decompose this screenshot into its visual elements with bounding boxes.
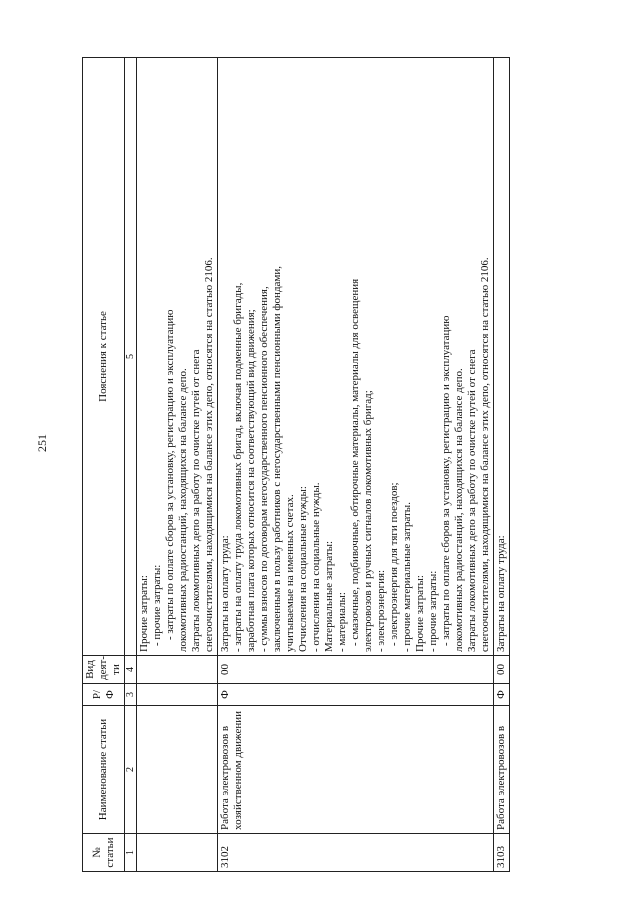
text-line: Прочие затраты: [138, 575, 150, 652]
text-line: Материальные затраты: [323, 540, 335, 652]
text-line: Прочие затраты: [414, 575, 426, 652]
text-line: локомотивных радиостанций, находящихся на балансе депо. [177, 368, 189, 652]
text-line: электровозов и ручных сигналов локомотивных бригад; [362, 390, 374, 652]
text-line: - прочие затраты: [427, 570, 439, 652]
text-line: - отчисления на социальные нужды. [310, 482, 322, 652]
rf-value: Ф [494, 684, 510, 706]
page-number: 251 [35, 434, 49, 452]
explanation-cell [137, 58, 218, 656]
header-article-number: № статьи [83, 834, 125, 872]
explanation-cell: Затраты на оплату труда: [494, 58, 510, 656]
rf-value: Ф [218, 684, 494, 706]
text-line: - затраты по оплате сборов за установку, регистрацию и эксплуатацию [164, 309, 176, 640]
header-article-name: Наименование статьи [83, 706, 125, 834]
column-number: 5 [125, 58, 137, 656]
text-line: - электроэнергия для тяги поездов; [388, 482, 400, 646]
table-row-3103 [494, 58, 510, 872]
text-line: - затраты по оплате сборов за установку, регистрацию и эксплуатацию [440, 315, 452, 646]
text-line: Затраты локомотивных депо за работу по очистке путей от снега [466, 349, 478, 652]
text-line: - прочие затраты: [151, 564, 163, 646]
text-line: - смазочные, подбивочные, обтирочные материалы, материалы для освещения [349, 278, 361, 646]
text-line: - суммы взносов по договорам негосударственного пенсионного обеспечения, [258, 286, 270, 652]
activity-value: 00 [494, 656, 510, 684]
text-line: локомотивных радиостанций, находящихся на балансе депо. [453, 368, 465, 652]
text-line: Отчисления на социальные нужды: [297, 486, 309, 652]
table-header-row [83, 58, 125, 872]
text-line: учитываемые на именных счетах. [284, 494, 296, 652]
header-activity-type: Вид деят-ти [83, 656, 125, 684]
explanation-cell [218, 58, 494, 656]
text-line: Затраты на оплату труда: [219, 535, 231, 652]
column-number: 2 [125, 706, 137, 834]
text-line: снегоочистителями, находящимися на балансе этих депо, относятся на статью 2106. [203, 257, 215, 652]
cost-items-table [82, 57, 510, 872]
article-name: Работа электровозов в хозяйственном движении [218, 706, 494, 834]
column-number: 1 [125, 834, 137, 872]
table-row-3102 [218, 58, 494, 872]
text-line: Затраты локомотивных депо за работу по очистке путей от снега [190, 349, 202, 652]
text-line: - прочие материальные затраты. [401, 502, 413, 652]
text-line: заработная плата которых относится на соответствующий вид движения; [245, 309, 257, 652]
article-name: Работа электровозов в [494, 706, 510, 834]
header-explanation: Пояснения к статье [83, 58, 125, 656]
text-line: заключенным в пользу работников с негосударственными пенсионными фондами, [271, 265, 283, 652]
text-line: снегоочистителями, находящимися на балансе этих депо, относятся на статью 2106. [479, 257, 491, 652]
header-rf: Р/ Ф [83, 684, 125, 706]
text-line: - затраты на оплату труда локомотивных бригад, включая подменные бригады, [232, 282, 244, 652]
text-line: - электроэнергия: [375, 569, 387, 652]
column-number: 4 [125, 656, 137, 684]
activity-value: 00 [218, 656, 494, 684]
article-number: 3103 [494, 834, 510, 872]
table-row-continued [137, 58, 218, 872]
column-number: 3 [125, 684, 137, 706]
rotated-page-content [82, 57, 552, 872]
article-number: 3102 [218, 834, 494, 872]
column-number-row [125, 58, 137, 872]
text-line: - материалы: [336, 592, 348, 652]
